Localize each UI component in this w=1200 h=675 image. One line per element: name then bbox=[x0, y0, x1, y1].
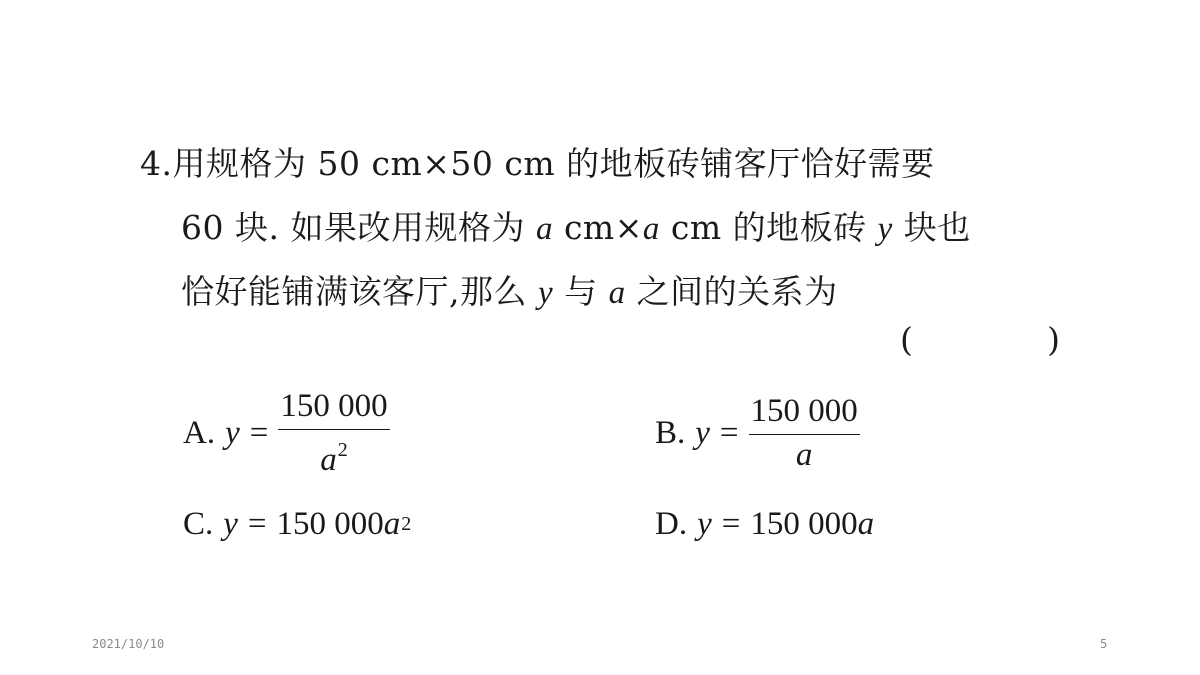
variable-a: a bbox=[608, 275, 626, 311]
footer-date: 2021/10/10 bbox=[92, 637, 165, 651]
option-a-fraction bbox=[278, 387, 389, 480]
option-a bbox=[183, 388, 390, 478]
question-line-2-part: 块也 bbox=[892, 208, 971, 247]
question-line-3-part: 恰好能铺满该客厅,那么 bbox=[181, 272, 538, 311]
question-line-2-part: 60 块. 如果改用规格为 bbox=[181, 208, 536, 247]
question-number: 4. bbox=[140, 144, 173, 183]
option-b-fraction bbox=[749, 392, 860, 475]
option-c bbox=[183, 500, 411, 548]
option-d-coefficient: 150 000 bbox=[750, 505, 858, 542]
option-b-denominator: a bbox=[795, 436, 813, 473]
option-c-letter: C. bbox=[183, 505, 214, 542]
option-c-variable: y bbox=[223, 505, 238, 542]
question-line-1-text: 用规格为 50 cm×50 cm 的地板砖铺客厅恰好需要 bbox=[172, 144, 935, 183]
option-b-variable: y bbox=[695, 414, 710, 451]
option-d-base: a bbox=[857, 505, 875, 542]
page-number: 5 bbox=[1100, 637, 1108, 651]
option-a-variable: y bbox=[225, 414, 240, 451]
paren-close: ) bbox=[1047, 320, 1060, 359]
question-line-3 bbox=[140, 260, 1070, 324]
question-line-2 bbox=[140, 196, 1070, 260]
option-a-equals: = bbox=[249, 414, 269, 451]
option-a-denominator bbox=[320, 430, 348, 480]
option-a-denominator-base: a bbox=[320, 441, 337, 478]
option-c-equals: = bbox=[247, 505, 267, 542]
variable-a: a bbox=[642, 211, 660, 247]
option-a-numerator: 150 000 bbox=[278, 387, 389, 430]
option-a-letter: A. bbox=[183, 414, 216, 451]
variable-y: y bbox=[537, 275, 554, 311]
option-d bbox=[655, 500, 874, 548]
option-c-base: a bbox=[383, 505, 401, 542]
question-line-2-part: cm× bbox=[552, 208, 643, 247]
answer-blank bbox=[900, 320, 1060, 359]
question-line-1 bbox=[140, 132, 1070, 196]
option-b bbox=[655, 388, 860, 478]
question-text bbox=[140, 132, 1070, 324]
paren-open: ( bbox=[900, 320, 913, 359]
option-a-exponent: 2 bbox=[337, 438, 348, 461]
option-d-equals: = bbox=[721, 505, 741, 542]
option-c-exponent: 2 bbox=[401, 512, 412, 535]
option-d-letter: D. bbox=[655, 505, 688, 542]
option-b-numerator: 150 000 bbox=[749, 392, 860, 435]
option-b-equals: = bbox=[719, 414, 739, 451]
option-d-variable: y bbox=[697, 505, 712, 542]
variable-y: y bbox=[877, 211, 893, 247]
variable-a: a bbox=[535, 211, 553, 247]
option-b-letter: B. bbox=[655, 414, 686, 451]
question-line-3-part: 之间的关系为 bbox=[625, 272, 838, 311]
option-c-coefficient: 150 000 bbox=[276, 505, 384, 542]
question-line-3-part: 与 bbox=[553, 272, 609, 311]
question-line-2-part: cm 的地板砖 bbox=[659, 208, 878, 247]
